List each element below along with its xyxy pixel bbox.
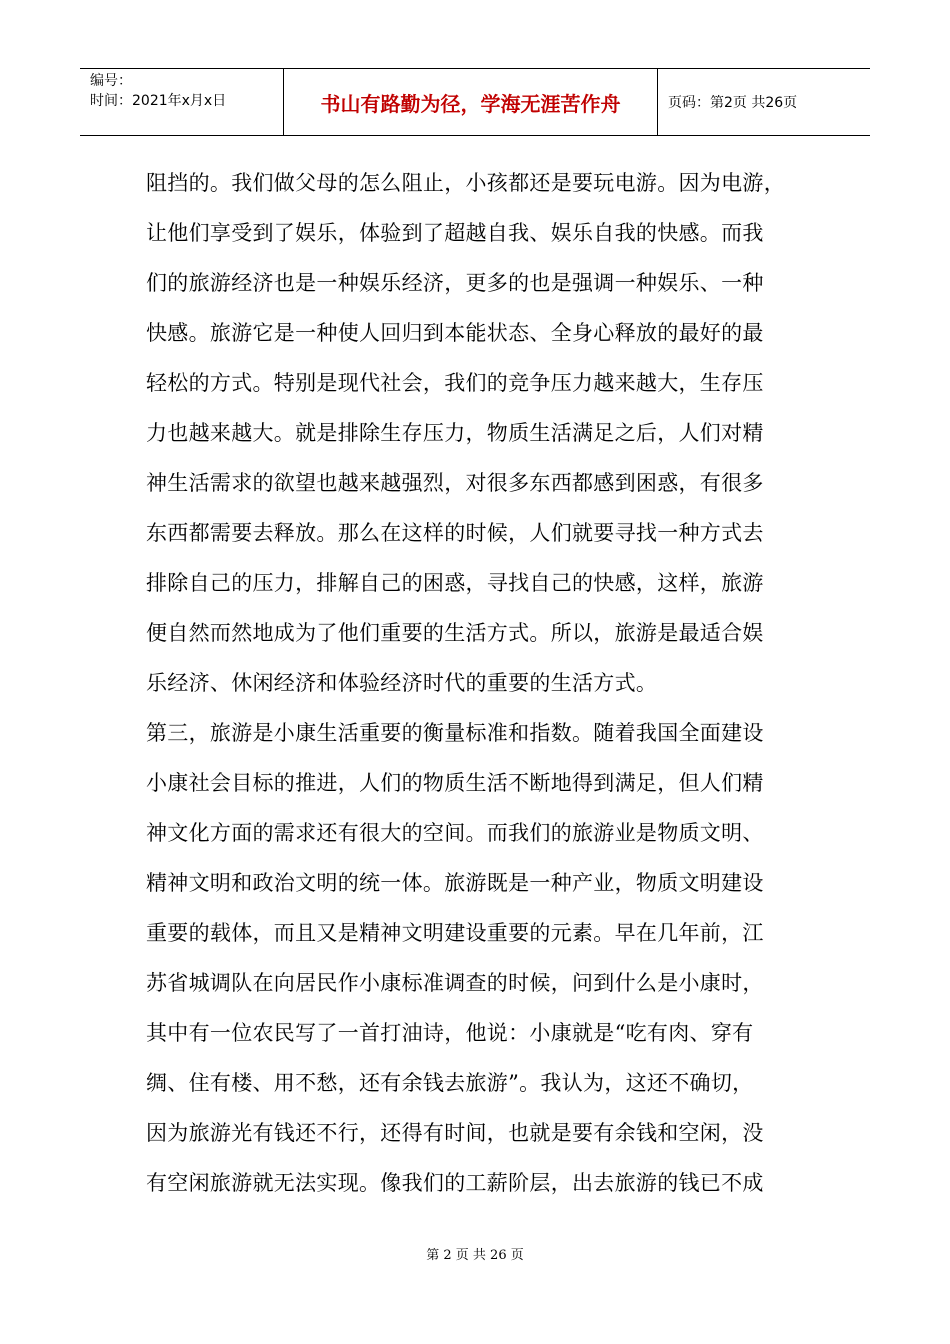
- body-line: 乐经济、休闲经济和体验经济时代的重要的生活方式。: [146, 671, 658, 695]
- body-line: 绸、住有楼、用不愁，还有余钱去旅游”。我认为，这还不确切，: [146, 1071, 754, 1095]
- body-line: 苏省城调队在向居民作小康标准调查的时候，问到什么是小康时，: [146, 971, 764, 995]
- body-line: 重要的载体，而且又是精神文明建设重要的元素。早在几年前，江: [146, 921, 764, 945]
- page-footer: [0, 1244, 950, 1263]
- body-line: 们的旅游经济也是一种娱乐经济，更多的也是强调一种娱乐、一种: [146, 271, 764, 295]
- body-line: 便自然而然地成为了他们重要的生活方式。所以，旅游是最适合娱: [146, 621, 764, 645]
- body-line: 排除自己的压力，排解自己的困惑，寻找自己的快感，这样，旅游: [146, 571, 764, 595]
- body-line: 因为旅游光有钱还不行，还得有时间，也就是要有余钱和空闲，没: [146, 1121, 764, 1145]
- header-meta-cell: [80, 69, 284, 135]
- body-line: 小康社会目标的推进，人们的物质生活不断地得到满足，但人们精: [146, 771, 764, 795]
- body-line: 东西都需要去释放。那么在这样的时候，人们就要寻找一种方式去: [146, 521, 764, 545]
- header-page-cell: [658, 69, 870, 135]
- header-motto-cell: [284, 69, 658, 135]
- body-line: 精神文明和政治文明的统一体。旅游既是一种产业，物质文明建设: [146, 871, 764, 895]
- body-line: 轻松的方式。特别是现代社会，我们的竞争压力越来越大，生存压: [146, 371, 764, 395]
- body-line: 快感。旅游它是一种使人回归到本能状态、全身心释放的最好的最: [146, 321, 764, 345]
- document-header: [80, 68, 870, 136]
- body-line: 阻挡的。我们做父母的怎么阻止，小孩都还是要玩电游。因为电游，: [146, 171, 785, 195]
- body-line: 有空闲旅游就无法实现。像我们的工薪阶层，出去旅游的钱已不成: [146, 1171, 764, 1195]
- document-number-label: 编号：: [90, 73, 132, 89]
- document-body: [146, 158, 806, 1208]
- body-line: 其中有一位农民写了一首打油诗，他说：小康就是“吃有肉、穿有: [146, 1021, 754, 1045]
- body-line: 神生活需求的欲望也越来越强烈，对很多东西都感到困惑，有很多: [146, 471, 764, 495]
- body-line: 让他们享受到了娱乐，体验到了超越自我、娱乐自我的快感。而我: [146, 221, 764, 245]
- document-date-label: 时间：2021年x月x日: [90, 93, 227, 109]
- body-line: 第三，旅游是小康生活重要的衡量标准和指数。随着我国全面建设: [146, 721, 764, 745]
- header-page-label: 页码：第2页 共26页: [668, 95, 798, 111]
- header-motto: 书山有路勤为径，学海无涯苦作舟: [320, 91, 621, 116]
- footer-page-number: 第 2 页 共 26 页: [426, 1248, 524, 1263]
- body-line: 神文化方面的需求还有很大的空间。而我们的旅游业是物质文明、: [146, 821, 764, 845]
- body-line: 力也越来越大。就是排除生存压力，物质生活满足之后，人们对精: [146, 421, 764, 445]
